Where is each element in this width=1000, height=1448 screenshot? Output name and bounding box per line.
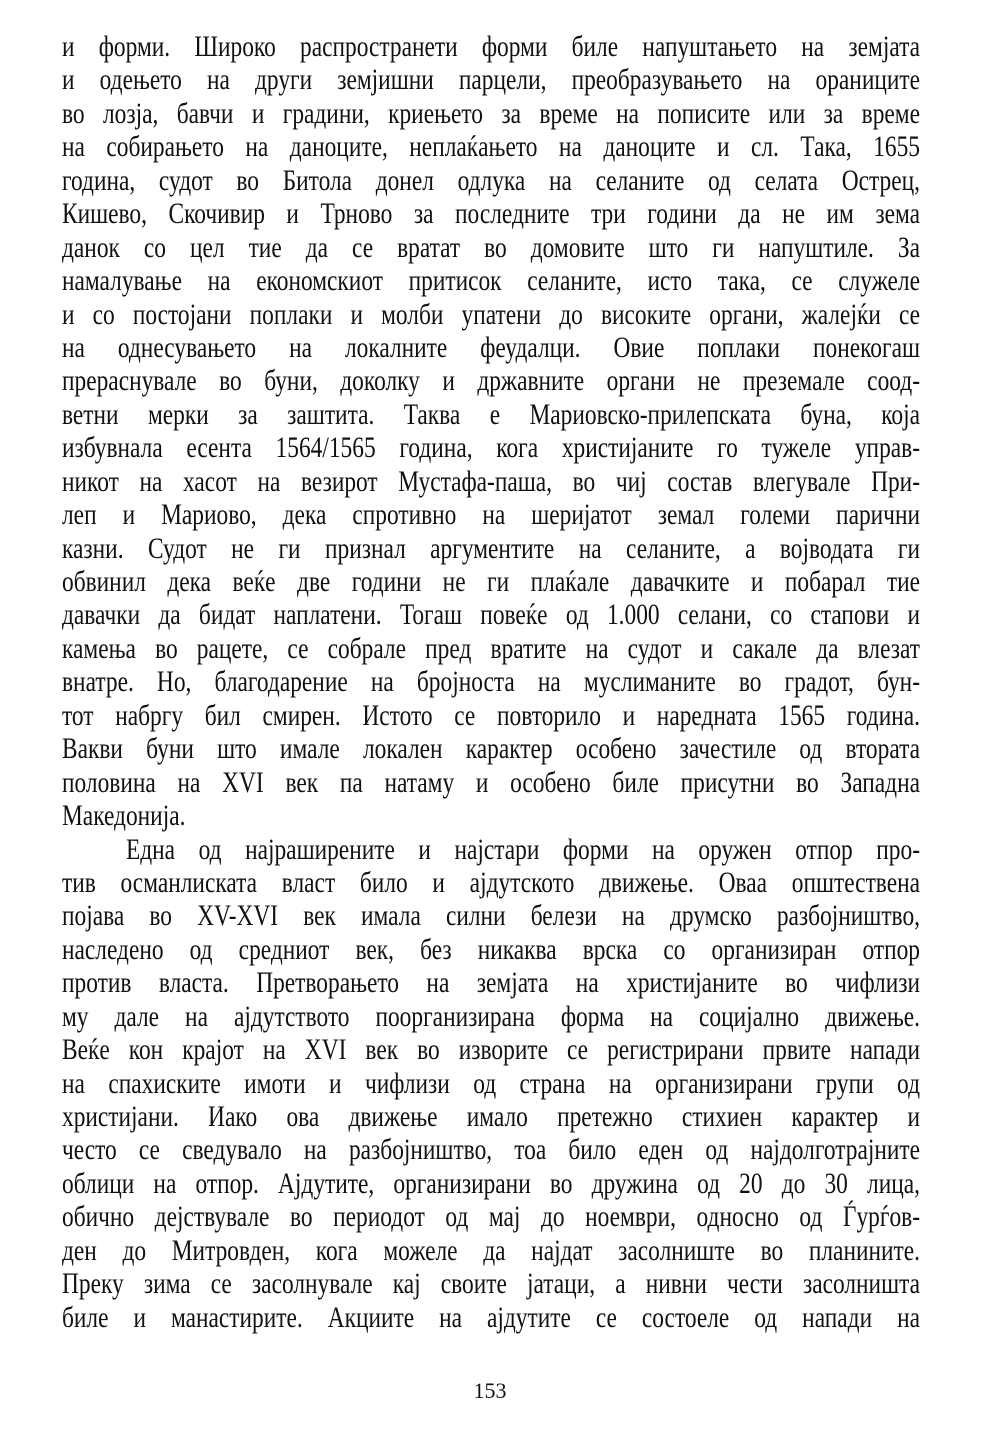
text-line: на спахиските имоти и чифлизи од страна на организирани групи од	[62, 1066, 920, 1100]
text-line: му дале на ајдутството поорганизирана форма на социјално движење.	[62, 999, 920, 1033]
text-line: во лозја, бавчи и градини, криењето за време на пописите или за време	[62, 96, 920, 130]
text-line: половина на XVI век па натаму и особено биле присутни во Западна	[62, 765, 920, 799]
text-line: казни. Судот не ги признал аргументите на селаните, а војводата ги	[62, 531, 920, 565]
text-line: година, судот во Битола донел одлука на селаните од селата Острец,	[62, 163, 920, 197]
text-line: христијани. Иако ова движење имало претежно стихиен карактер и	[62, 1100, 920, 1133]
text-line: леп и Мариово, дека спротивно на шеријатот земал големи парични	[62, 498, 920, 532]
text-line: и одењето на други земјишни парцели, преобразувањето на ораниците	[62, 63, 920, 97]
text-line: често се сведувало на разбојништво, тоа било еден од најдолготрајните	[62, 1133, 920, 1167]
text-line: обвинил дека веќе две години не ги плаќале давачките и побарал тие	[62, 565, 920, 598]
text-line: обично дејствувале во периодот од мај до ноември, односно од Ѓурѓов-	[62, 1200, 920, 1234]
text-line: тот набргу бил смирен. Истото се повторило и наредната 1565 година.	[62, 698, 920, 732]
text-line: прераснувале во буни, доколку и државните органи не преземале соод-	[62, 364, 920, 398]
text-line: внатре. Но, благодарение на бројноста на муслиманите во градот, бун-	[62, 665, 920, 699]
text-line: и со постојани поплаки и молби упатени до високите органи, жалејќи се	[62, 297, 920, 331]
page-body	[62, 30, 920, 1334]
text-line: Кишево, Скочивир и Трново за последните три години да не им зема	[62, 197, 920, 231]
text-line: и форми. Широко распространети форми биле напуштањето на земјата	[62, 30, 920, 63]
text-line: Вакви буни што имале локален карактер особено зачестиле од втората	[62, 732, 920, 766]
text-line: Веќе кон крајот на XVI век во изворите се регистрирани првите напади	[62, 1033, 920, 1067]
text-line: камења во рацете, се собрале пред вратите на судот и сакале да влезат	[62, 631, 920, 665]
text-line: намалување на економскиот притисок селаните, исто така, се служеле	[62, 264, 920, 298]
text-line: појава во XV-XVI век имала силни белези на друмско разбојништво,	[62, 899, 920, 933]
text-line: избувнала есента 1564/1565 година, кога христијаните го тужеле управ-	[62, 431, 920, 465]
text-line: давачки да бидат наплатени. Тогаш повеќе од 1.000 селани, со стапови и	[62, 598, 920, 632]
text-line: ден до Митровден, кога можеле да најдат засолниште во планините.	[62, 1233, 920, 1267]
paragraph	[62, 833, 920, 1335]
text-line: облици на отпор. Ајдутите, организирани во дружина од 20 до 30 лица,	[62, 1166, 920, 1200]
text-line: биле и манастирите. Акциите на ајдутите се состоеле од напади на	[62, 1300, 920, 1334]
text-line: против власта. Претворањето на земјата на христијаните во чифлизи	[62, 966, 920, 1000]
text-line: тив османлиската власт било и ајдутското движење. Оваа општествена	[62, 865, 920, 899]
page-number: 153	[473, 1378, 507, 1403]
text-line: на однесувањето на локалните феудалци. Овие поплаки понекогаш	[62, 330, 920, 364]
text-line: Преку зима се засолнувале кај своите јатаци, а нивни чести засолништа	[62, 1267, 920, 1301]
text-line: наследено од средниот век, без никаква врска со организиран отпор	[62, 932, 920, 966]
paragraph	[62, 30, 920, 833]
text-line: никот на хасот на везирот Мустафа-паша, во чиј состав влегувале При-	[62, 464, 920, 498]
text-line: ветни мерки за заштита. Таква е Мариовско-прилепската буна, која	[62, 397, 920, 431]
text-line: Македонија.	[62, 799, 186, 833]
text-line: данок со цел тие да се вратат во домовите што ги напуштиле. За	[62, 230, 920, 264]
text-line: на собирањето на даноците, неплаќањето на даноците и сл. Така, 1655	[62, 130, 920, 164]
text-line: Една од најраширените и најстари форми на оружен отпор про-	[125, 832, 920, 866]
